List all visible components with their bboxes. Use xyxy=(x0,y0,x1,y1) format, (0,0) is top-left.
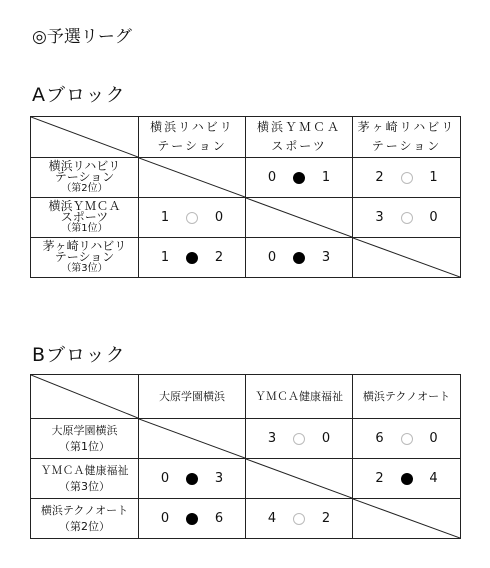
loss-mark-icon xyxy=(401,172,413,184)
block-a-col-team-3: 茅ヶ崎リハビリ テーション xyxy=(353,117,461,158)
page-title: ◎予選リーグ xyxy=(32,27,132,47)
block-b-col-team-3: 横浜テクノオート xyxy=(353,375,461,419)
score xyxy=(246,250,352,265)
block-b-col-team-1: 大原学園横浜 xyxy=(139,375,246,419)
block-a-self-cell xyxy=(246,198,353,238)
block-a-self-cell xyxy=(139,158,246,198)
score-home: 0 xyxy=(267,170,277,185)
block-a-result-cell xyxy=(139,238,246,278)
score-home: 6 xyxy=(375,431,384,446)
block-a-row-team-3: 茅ヶ崎リハビリ テーション （第3位） xyxy=(31,238,139,278)
block-b-result-cell xyxy=(139,499,246,539)
block-b-result-cell xyxy=(353,459,461,499)
score xyxy=(246,431,352,446)
block-b-self-cell xyxy=(353,499,461,539)
block-b-result-cell xyxy=(353,419,461,459)
win-mark-icon xyxy=(186,473,198,485)
win-mark-icon xyxy=(293,252,305,264)
block-a-col-team-1: 横浜リハビリ テーション xyxy=(139,117,246,158)
score xyxy=(246,170,352,185)
block-a-row-team-2: 横浜ＹＭＣＡ スポーツ （第1位） xyxy=(31,198,139,238)
block-a-result-cell xyxy=(246,158,353,198)
block-b-self-cell xyxy=(246,459,353,499)
score-home: 2 xyxy=(375,170,384,185)
loss-mark-icon xyxy=(186,212,198,224)
block-b-title: Bブロック xyxy=(32,344,126,366)
score xyxy=(353,210,460,225)
block-b-row-team-3: 横浜テクノオート （第2位） xyxy=(31,499,139,539)
win-mark-icon xyxy=(401,473,413,485)
loss-mark-icon xyxy=(293,513,305,525)
score xyxy=(139,471,245,486)
win-mark-icon xyxy=(186,513,198,525)
score-home: 2 xyxy=(375,471,384,486)
score-away: 2 xyxy=(214,250,224,265)
score-away: 0 xyxy=(429,210,438,225)
block-b-corner xyxy=(31,375,139,419)
block-b-result-cell xyxy=(139,459,246,499)
block-a-result-cell xyxy=(139,198,246,238)
score-away: 3 xyxy=(214,471,224,486)
score-away: 6 xyxy=(214,511,224,526)
score xyxy=(353,471,460,486)
block-a-row-team-1: 横浜リハビリ テーション （第2位） xyxy=(31,158,139,198)
score-away: 0 xyxy=(429,431,438,446)
score-away: 0 xyxy=(214,210,224,225)
score-away: 2 xyxy=(321,511,331,526)
loss-mark-icon xyxy=(401,212,413,224)
block-a-title: Aブロック xyxy=(32,84,126,106)
score-home: 1 xyxy=(160,250,170,265)
block-a-col-team-2: 横浜ＹＭＣＡ スポーツ xyxy=(246,117,353,158)
block-b-self-cell xyxy=(139,419,246,459)
block-b-result-cell xyxy=(246,419,353,459)
score-away: 4 xyxy=(429,471,438,486)
block-b-table xyxy=(30,374,461,539)
score-home: 3 xyxy=(267,431,277,446)
score xyxy=(139,511,245,526)
score-away: 1 xyxy=(321,170,331,185)
block-a-table xyxy=(30,116,461,278)
loss-mark-icon xyxy=(293,433,305,445)
block-b-row-team-2: ＹＭＣＡ健康福祉 （第3位） xyxy=(31,459,139,499)
block-a-self-cell xyxy=(353,238,461,278)
score-home: 1 xyxy=(160,210,170,225)
score-away: 0 xyxy=(321,431,331,446)
block-a-result-cell xyxy=(353,198,461,238)
score xyxy=(139,250,245,265)
score xyxy=(139,210,245,225)
score-home: 4 xyxy=(267,511,277,526)
block-a-result-cell xyxy=(246,238,353,278)
score xyxy=(246,511,352,526)
loss-mark-icon xyxy=(401,433,413,445)
win-mark-icon xyxy=(186,252,198,264)
block-b-row-team-1: 大原学園横浜 （第1位） xyxy=(31,419,139,459)
block-b-col-team-2: ＹＭＣＡ健康福祉 xyxy=(246,375,353,419)
score-home: 3 xyxy=(375,210,384,225)
block-a-corner xyxy=(31,117,139,158)
score xyxy=(353,431,460,446)
block-a-result-cell xyxy=(353,158,461,198)
score-home: 0 xyxy=(267,250,277,265)
score-away: 3 xyxy=(321,250,331,265)
score-away: 1 xyxy=(429,170,438,185)
score-home: 0 xyxy=(160,511,170,526)
win-mark-icon xyxy=(293,172,305,184)
score xyxy=(353,170,460,185)
score-home: 0 xyxy=(160,471,170,486)
block-b-result-cell xyxy=(246,499,353,539)
